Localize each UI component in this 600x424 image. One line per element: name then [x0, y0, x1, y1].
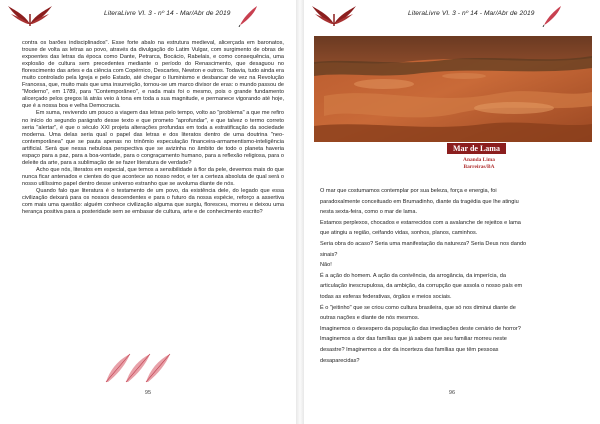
header — [0, 4, 296, 28]
author-place: Barreiras/BA — [463, 164, 495, 170]
text-line: É o "jeitinho" que se criou como cultura brasileira, que só nos diminui diante de — [320, 304, 516, 311]
header — [304, 4, 600, 28]
text-line: desastre? Imaginemos a dor da incerteza das famílias que têm pessoas — [320, 346, 499, 353]
wings-logo-icon — [312, 4, 356, 28]
text-line: paradoxalmente conceituado em Brumadinho, diante da tragédia que lhe atingiu — [320, 198, 519, 205]
article-text — [320, 186, 588, 366]
page-number: 95 — [144, 390, 152, 396]
book-gutter — [296, 0, 304, 424]
paragraph: Em suma, revivendo um pouco a viagem das letras pelo tempo, volto ao "problema" a que me refiro no início do segundo parágrafo desse texto e que prometo "aprofundar", e que talvez o termo correto seria "alertar", é que o século XXI projeta alterações profundas em toda a estratificação da sociedade moderna. Uma delas seria qual o papel das letras e dos literatos dentro de uma doutrina "neo-contemporânea" que se pauta apenas no trinômio especulação financeira-armamentismo-inteligência artificial. Será que nessa nebulosa perspectiva que se avizinha no âmbito de todo o planeta haveria espaço para a paz, para a boa-vontade, para o congraçamento humano, para a reflexão religiosa, para o deleite da arte, para a sublimação de se fazer literatura de verdade? — [22, 110, 284, 166]
mud-landscape-photo — [314, 36, 592, 142]
article-text — [22, 40, 284, 216]
text-line: nesta sexta-feira, como o mar de lama. — [320, 209, 418, 216]
quill-icon — [542, 5, 562, 27]
text-line: É a ação do homem. A ação da conivência, da arrogância, da imperícia, da — [320, 272, 506, 279]
text-line: Seria obra do acaso? Seria uma manifestação da natureza? Seria Deus nos dando — [320, 240, 527, 247]
wings-logo-icon — [8, 4, 52, 28]
text-line: todas as esferas federativas, órgãos e meios sociais. — [320, 293, 452, 300]
text-line: Não! — [320, 262, 332, 269]
feathers-icon — [100, 352, 180, 384]
text-line: Imaginemos o desespero da população das imediações deste cenário de horror? — [320, 325, 521, 332]
text-line: Estamos perplexos, chocados e estarrecidos com a avalanche de rejeitos e lama — [320, 219, 521, 226]
paragraph: Acho que nós, literatos em especial, que temos a sensibilidade à flor da pele, devemos mais do que nunca ficar antenados e cientes do que acontece ao nosso redor, e ter a certeza absoluta de qual será o nosso utilíssimo papel dentro desse universo estranho que se avoluma diante de nós. — [22, 166, 284, 187]
text-line: O mar que costumamos contemplar por sua beleza, força e energia, foi — [320, 188, 497, 194]
author-block — [434, 157, 524, 171]
left-page — [0, 0, 296, 424]
author-name: Ananda Lima — [463, 157, 495, 163]
text-line: Imaginemos a dor das famílias que já sabem que seu familiar morreu neste — [320, 336, 507, 343]
text-line: articulação inescrupulosa, da ambição, da corrupção que assola o nosso país em — [320, 283, 523, 290]
text-line: desaparecidas? — [320, 357, 360, 364]
right-page — [304, 0, 600, 424]
text-line: que atingiu a região, ceifando vidas, sonhos, planos, caminhos. — [320, 230, 478, 237]
text-line: sinais? — [320, 251, 338, 258]
paragraph: Quando falo que literatura é o testamento de um povo, da existência dele, do legado que essa civilização deixará para os nossos descendentes e para o futuro da nossa espécie, reforço a assertiva com mais uma questão: alguém conhece civilização alguma que surgiu, floresceu, morreu e deixou uma herança positiva para a posteridade sem se embasar de cultura, arte e de conhecimento escrito? — [22, 187, 284, 216]
paragraph: contra os barões indisciplinados". Esse forte abalo na estrutura medieval, alicerçada em baronatos, trouxe de volta as letras ao povo, através da divulgação do Latim Vulgar, com surgimento de obras de expoentes das letras da época como Dante, Petrarca, Bocácio, Rabelais, e como consequência, uma explosão de cultura sem precedentes mediante o período do Renascimento, que desaguou no florescimento das artes e da ciência com Copérnico, Descartes, Newton e outros. Todavia, tudo ainda era muito controlado pela Igreja e pelo Estado, até chegar o Iluminismo e desbancar de vez na Revolução Francesa, que, muito mais que uma insurreição, tornou-se um marco divisor de eras: o mundo passou de "Moderno", em 1789, para "Contemporâneo", e nada mais foi o mesmo, pois o grande fundamento alicerçado pelos gregos lá atrás veio à tona em toda a sua magnitude, e permanece vigorando até hoje, que é a nossa boa e velha Democracia. — [22, 40, 284, 110]
article-title: Mar de Lama — [447, 143, 506, 154]
page-number: 96 — [448, 390, 456, 396]
header-title: LiteraLivre VI. 3 - nº 14 - Mar/Abr de 2019 — [408, 10, 535, 17]
header-title: LiteraLivre VI. 3 - nº 14 - Mar/Abr de 2019 — [104, 10, 231, 17]
text-line: outras nações e diante de nós mesmos. — [320, 315, 420, 322]
quill-icon — [238, 5, 258, 27]
